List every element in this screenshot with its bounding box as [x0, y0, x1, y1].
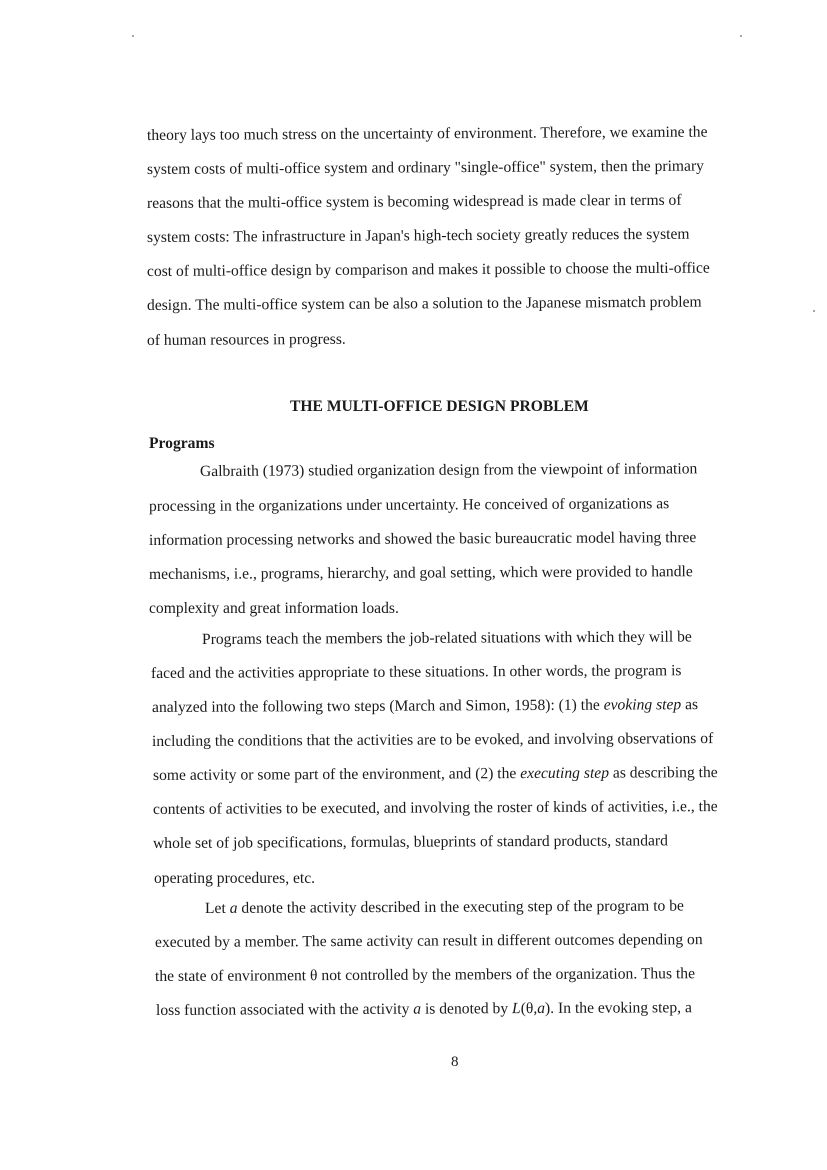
text-line: Galbraith (1973) studied organization design from the viewpoint of information: [199, 460, 698, 480]
text-line: [152, 695, 698, 718]
text-line: cost of multi-office design by comparison and makes it possible to choose the multi-office: [146, 259, 710, 280]
emphasis-evoking-step: evoking step: [603, 696, 682, 714]
text-line: operating procedures, etc.: [154, 870, 316, 887]
text-line: mechanisms, i.e., programs, hierarchy, and goal setting, which were provided to handle: [148, 563, 693, 583]
text-run: as: [681, 696, 699, 714]
text-line: system costs: The infrastructure in Japan's high-tech society greatly reduces the system: [146, 225, 690, 246]
text-line: [205, 896, 684, 919]
emphasis-executing-step: executing step: [520, 764, 610, 783]
variable-a: a: [229, 899, 238, 917]
text-line: reasons that the multi-office system is becoming widespread is made clear in terms of: [146, 191, 682, 212]
text-run: is denoted by: [420, 1000, 513, 1018]
subsection-title: Programs: [149, 435, 215, 452]
text-line: faced and the activities appropriate to these situations. In other words, the program is: [150, 662, 682, 682]
text-line: of human resources in progress.: [146, 330, 346, 349]
page-number: 8: [451, 1054, 459, 1070]
section-title: THE MULTI-OFFICE DESIGN PROBLEM: [290, 398, 589, 415]
text-line: [153, 763, 718, 786]
text-line: information processing networks and showed the basic bureaucratic model having three: [148, 529, 697, 549]
text-line: processing in the organizations under uncertainty. He conceived of organizations as: [148, 495, 670, 515]
text-line: [156, 998, 692, 1021]
text-line: executed by a member. The same activity can result in different outcomes depending on: [154, 931, 703, 951]
text-run: loss function associated with the activity: [155, 1000, 414, 1019]
text-run: analyzed into the following two steps (March and Simon, 1958): (1) the: [151, 696, 604, 716]
text-run: as describing the: [608, 764, 718, 782]
variable-a: a: [537, 999, 546, 1018]
text-line: the state of environment θ not controlled by the members of the organization. Thus the: [154, 965, 696, 985]
text-line: including the conditions that the activities are to be evoked, and involving observations of: [151, 730, 714, 750]
text-line: complexity and great information loads.: [149, 600, 399, 617]
variable-a: a: [413, 1000, 422, 1018]
text-line: Programs teach the members the job-related situations with which they will be: [201, 628, 692, 648]
text-run: some activity or some part of the environment, and (2) the: [152, 765, 521, 784]
variable-L: L: [511, 1000, 521, 1018]
text-line: design. The multi-office system can be also a solution to the Japanese mismatch problem: [146, 293, 702, 314]
text-run: Let: [204, 899, 230, 917]
text-line: whole set of job specifications, formulas, blueprints of standard products, standard: [152, 832, 668, 852]
scan-speck: [740, 35, 742, 37]
text-line: theory lays too much stress on the uncertainty of environment. Therefore, we examine the: [146, 123, 708, 144]
text-run: ). In the evoking step, a: [544, 999, 692, 1017]
text-line: contents of activities to be executed, and involving the roster of kinds of activities, i.e., the: [152, 798, 718, 818]
text-run: denote the activity described in the executing step of the program to be: [237, 897, 684, 917]
text-line: system costs of multi-office system and ordinary "single-office" system, then the primary: [146, 157, 704, 178]
scan-speck: [132, 35, 134, 37]
text-run: (θ,: [520, 1000, 538, 1018]
scan-speck: [813, 310, 815, 312]
